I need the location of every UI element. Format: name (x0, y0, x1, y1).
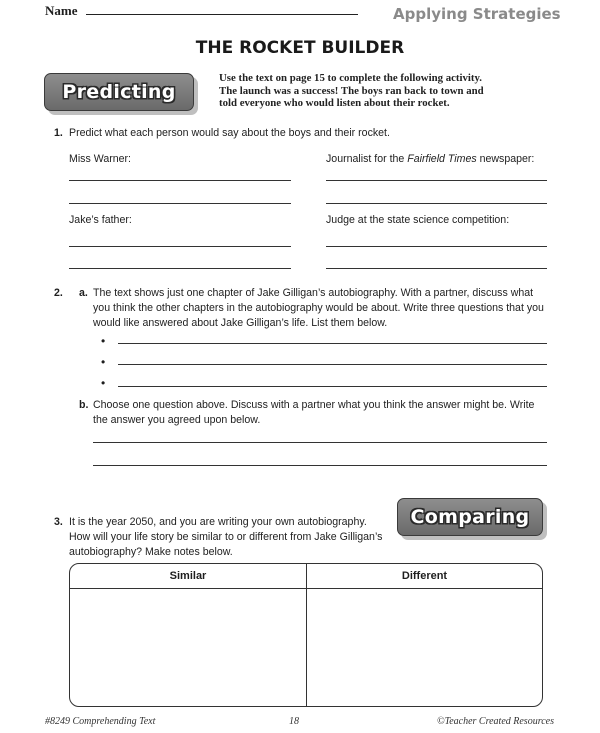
q2a-line-3: would like answered about Jake Gilligan’s life. List them below. (93, 317, 388, 329)
question-line-1[interactable] (118, 343, 547, 344)
intro-line-3: told everyone who would listen about their rocket. (219, 97, 450, 110)
miss-warner-line-2[interactable] (69, 203, 291, 204)
q3-line-3: autobiography? Make notes below. (69, 546, 233, 558)
journalist-pre: Journalist for the (326, 153, 408, 165)
miss-warner-line-1[interactable] (69, 180, 291, 181)
similar-header: Similar (169, 570, 207, 582)
journalist-line-1[interactable] (326, 180, 547, 181)
predicting-badge-label: Predicting (62, 81, 176, 103)
q2a-line-2: you think the other chapters in the autobiography would be about. Write three questions that you (93, 302, 544, 314)
question-line-2[interactable] (118, 364, 547, 365)
jakes-father-line-1[interactable] (69, 246, 291, 247)
comparing-badge-label: Comparing (410, 506, 530, 528)
q2b-label: b. (79, 399, 89, 411)
intro-line-2: The launch was a success! The boys ran back to town and (219, 84, 484, 97)
q1-number: 1. (54, 127, 63, 139)
different-notes-cell[interactable] (308, 590, 542, 706)
q2a-line-1: The text shows just one chapter of Jake Gilligan’s autobiography. With a partner, discuss what (93, 287, 534, 299)
q3-number: 3. (54, 516, 63, 528)
footer-right: ©Teacher Created Resources (436, 716, 554, 727)
predicting-badge (44, 73, 194, 111)
q2b-line-2: the answer you agreed upon below. (93, 414, 261, 426)
answer-line-1[interactable] (93, 442, 547, 443)
judge-label: Judge at the state science competition: (326, 214, 510, 226)
answer-line-2[interactable] (93, 465, 547, 466)
name-line[interactable] (86, 14, 358, 15)
q2b-line-1: Choose one question above. Discuss with a partner what you think the answer might be. Write (93, 399, 535, 411)
q3-line-1: It is the year 2050, and you are writing your own autobiography. (69, 516, 367, 528)
similar-notes-cell[interactable] (70, 590, 305, 706)
comparison-table (69, 563, 543, 707)
footer-left: #8249 Comprehending Text (45, 716, 156, 727)
jakes-father-label: Jake’s father: (69, 214, 132, 226)
bullet-3: • (101, 376, 106, 390)
q3-line-2: How will your life story be similar to or different from Jake Gilligan’s (69, 531, 383, 543)
section-title: Applying Strategies (393, 5, 561, 23)
bullet-1: • (101, 334, 106, 348)
miss-warner-label: Miss Warner: (69, 153, 131, 165)
q3-text (69, 515, 382, 560)
q2-number: 2. (54, 287, 63, 299)
intro-line-1: Use the text on page 15 to complete the following activity. (219, 72, 482, 84)
comparing-badge (397, 498, 543, 536)
table-divider (306, 564, 307, 706)
name-label: Name (45, 3, 78, 18)
journalist-label (326, 152, 534, 167)
different-header: Different (401, 570, 448, 582)
q1-prompt: Predict what each person would say about the boys and their rocket. (69, 127, 390, 139)
bullet-2: • (101, 355, 106, 369)
page-title: THE ROCKET BUILDER (195, 38, 405, 58)
q2b-text (93, 398, 534, 428)
jakes-father-line-2[interactable] (69, 268, 291, 269)
judge-line-2[interactable] (326, 268, 547, 269)
journalist-line-2[interactable] (326, 203, 547, 204)
journalist-paper: Fairfield Times (407, 153, 477, 165)
q2a-text (93, 286, 544, 331)
judge-line-1[interactable] (326, 246, 547, 247)
page-number: 18 (289, 716, 299, 727)
predicting-intro (219, 72, 484, 110)
question-line-3[interactable] (118, 386, 547, 387)
q2a-label: a. (79, 287, 88, 299)
journalist-post: newspaper: (476, 153, 535, 165)
